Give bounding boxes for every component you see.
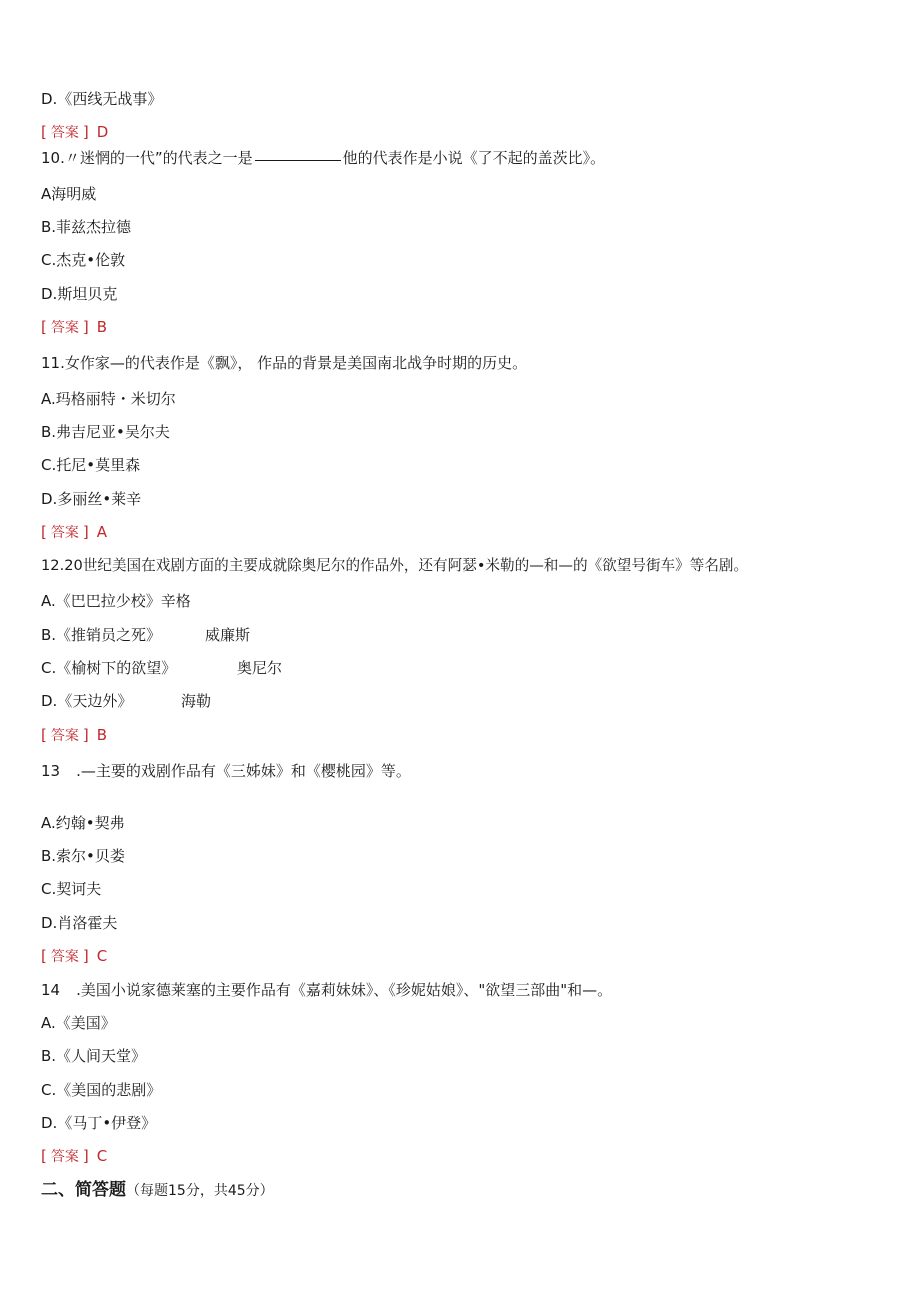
q10-stem-after: 他的代表作是小说《了不起的盖茨比》。 [342,149,606,167]
q13-option-c: C.契诃夫 [41,880,102,898]
q11-option-a: A.玛格丽特・米切尔 [41,390,176,408]
answer-label: 答案 [50,525,79,541]
q10-option-c: C.杰克•伦敦 [41,251,126,269]
q13-option-a: A.约翰•契弗 [41,814,125,832]
q13-stem [41,761,411,781]
q13-answer: [ 答案 ] C [41,947,108,965]
q10-stem-before: 10.〃迷惘的一代”的代表之一是 [41,149,253,167]
q12-option-b [41,625,251,645]
q14-option-b: B.《人间天堂》 [41,1047,147,1065]
q13-option-d: D.肖洛霍夫 [41,914,118,932]
answer-value: B [96,726,108,744]
q11-answer: [ 答案 ] A [41,523,107,541]
q11-option-d: D.多丽丝•莱辛 [41,490,142,508]
q11-option-b: B.弗吉尼亚•吴尔夫 [41,423,170,441]
q13-option-b: B.索尔•贝娄 [41,847,125,865]
q12-option-b-work: B.《推销员之死》 [41,626,162,644]
q14-option-a: A.《美国》 [41,1014,116,1032]
q12-option-d [41,691,212,711]
answer-label: 答案 [50,728,79,744]
q12-option-c-work: C.《榆树下的欲望》 [41,659,177,677]
q13-number: 13 [41,762,61,780]
q14-stem [41,980,612,1000]
q10-option-b: B.菲兹杰拉德 [41,218,132,236]
q14-answer: [ 答案 ] C [41,1147,108,1165]
answer-label: 答案 [50,949,79,965]
answer-label: 答案 [50,125,79,141]
q12-option-d-author: 海勒 [181,692,212,710]
q12-option-c [41,658,283,678]
q10-answer: [ 答案 ] B [41,318,108,336]
answer-label: 答案 [50,1149,79,1165]
answer-label: 答案 [50,320,79,336]
q10-option-a: A海明威 [41,185,97,203]
answer-value: C [96,947,108,965]
q11-option-c: C.托尼•莫里森 [41,456,141,474]
section-heading [41,1179,274,1202]
q9-option-d: D.《西线无战事》 [41,90,163,108]
section-title: 二、简答题 [41,1180,126,1200]
q10-option-d: D.斯坦贝克 [41,285,118,303]
q12-option-c-author: 奥尼尔 [237,659,283,677]
answer-value: A [96,523,107,541]
q12-answer: [ 答案 ] B [41,726,108,744]
q10-blank [255,159,341,161]
q14-stem-text: .美国小说家德莱塞的主要作品有《嘉莉妹妹》、《珍妮姑娘》、"欲望三部曲"和—。 [76,981,613,999]
q14-option-d: D.《马丁•伊登》 [41,1114,157,1132]
q9-answer: [ 答案 ] D [41,123,109,141]
q13-stem-text: .—主要的戏剧作品有《三姊妹》和《樱桃园》等。 [76,762,411,780]
q12-option-a-work: A.《巴巴拉少校》辛格 [41,592,191,610]
q12-option-a [41,591,191,611]
q11-stem: 11.女作家—的代表作是《飘》， 作品的背景是美国南北战争时期的历史。 [41,354,528,372]
q12-option-b-author: 威廉斯 [205,626,251,644]
answer-value: C [96,1147,108,1165]
q14-number: 14 [41,981,61,999]
q14-option-c: C.《美国的悲剧》 [41,1081,162,1099]
q10-stem [41,148,605,168]
answer-value: B [96,318,108,336]
q12-option-d-work: D.《天边外》 [41,692,133,710]
q12-stem: 12.20世纪美国在戏剧方面的主要成就除奥尼尔的作品外，还有阿瑟•米勒的—和—的《欲望号街车》等名剧。 [41,557,749,574]
section-note: （每题15分，共45分） [126,1183,274,1199]
answer-value: D [96,123,109,141]
